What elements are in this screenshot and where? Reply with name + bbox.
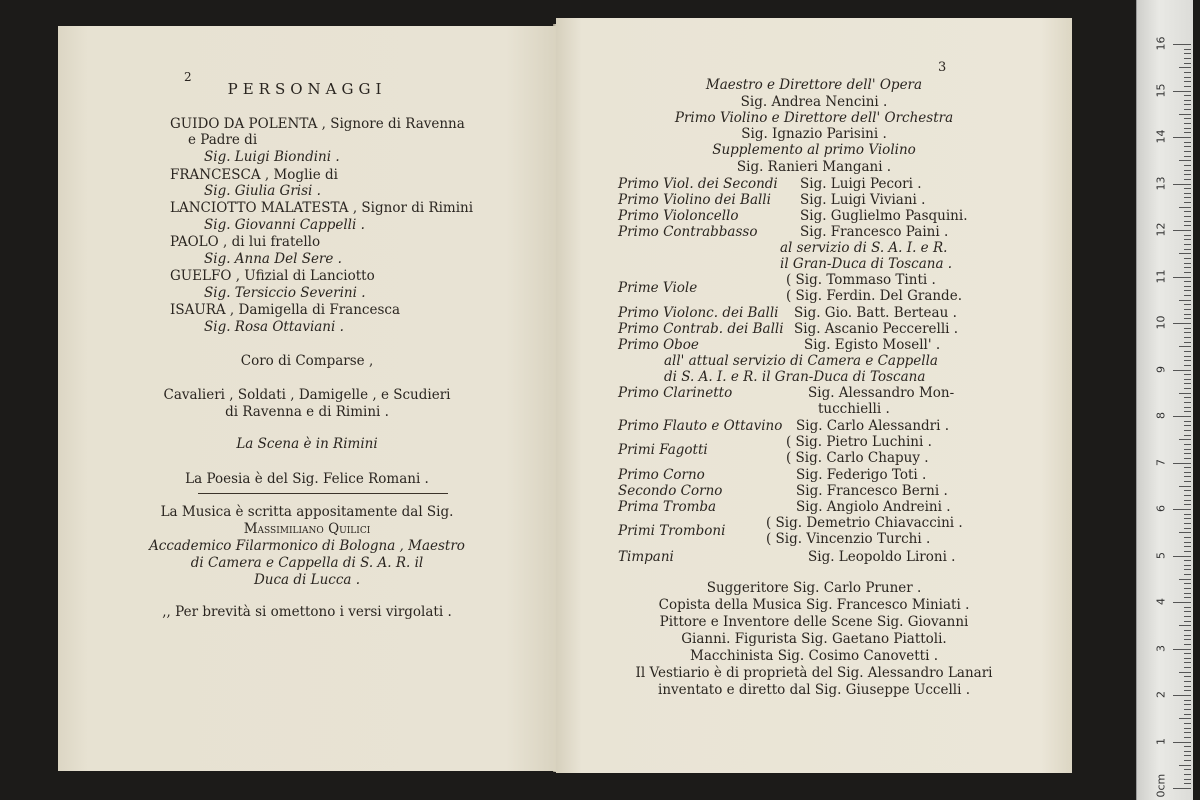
ruler-minor-tick (1179, 625, 1191, 626)
ruler-minor-tick (1179, 207, 1191, 208)
orchestra-name: Sig. Egisto Mosell' . (804, 337, 941, 353)
servizio-line: il Gran-Duca di Toscana . (780, 256, 953, 272)
ruler-tick (1173, 509, 1191, 510)
ruler-minor-tick (1184, 686, 1191, 687)
ruler-minor-tick (1184, 272, 1191, 273)
orchestra-name: Sig. Federigo Toti . (796, 467, 927, 483)
page-number: 3 (938, 60, 947, 75)
ruler-minor-tick (1184, 146, 1191, 147)
ruler-tick (1173, 277, 1191, 278)
orchestra-role: Prima Tromba (618, 499, 717, 515)
orchestra-name: ( Sig. Vincenzio Turchi . (766, 531, 931, 547)
ruler-minor-tick (1184, 728, 1191, 729)
ruler-minor-tick (1184, 523, 1191, 524)
measuring-ruler (1136, 0, 1193, 800)
ruler-minor-tick (1184, 337, 1191, 338)
ruler-minor-tick (1184, 495, 1191, 496)
ruler-minor-tick (1184, 658, 1191, 659)
ruler-minor-tick (1184, 514, 1191, 515)
musica-line: Duca di Lucca . (253, 572, 361, 588)
orchestra-role: Timpani (618, 549, 674, 565)
ruler-label: 4 (1154, 598, 1168, 605)
ruler-minor-tick (1184, 611, 1191, 612)
ruler-minor-tick (1184, 588, 1191, 589)
ruler-tick (1173, 556, 1191, 557)
orchestra-name: ( Sig. Ferdin. Del Grande. (786, 288, 962, 304)
ruler-minor-tick (1184, 388, 1191, 389)
ruler-minor-tick (1184, 458, 1191, 459)
orchestra-role: Primo Flauto e Ottavino (618, 418, 783, 434)
ruler-label: 7 (1154, 458, 1168, 466)
ruler-tick (1173, 602, 1191, 603)
ruler-minor-tick (1184, 597, 1191, 598)
ruler-minor-tick (1184, 760, 1191, 761)
ruler-minor-tick (1184, 58, 1191, 59)
footer-credit: Pittore e Inventore delle Scene Sig. Giovanni (659, 614, 969, 630)
right-page (556, 18, 1072, 773)
ruler-minor-tick (1179, 253, 1191, 254)
orchestra-name: Sig. Leopoldo Lironi . (808, 549, 956, 565)
cast-role: GUELFO , Ufizial di Lanciotto (170, 268, 375, 284)
ruler-minor-tick (1179, 393, 1191, 394)
ruler-tick (1173, 463, 1191, 464)
cast-singer: Sig. Tersiccio Severini . (204, 285, 366, 301)
ruler-minor-tick (1184, 560, 1191, 561)
ruler-minor-tick (1184, 779, 1191, 780)
ruler-label: 12 (1154, 222, 1168, 237)
musica-line: Accademico Filarmonico di Bologna , Maestro (149, 538, 465, 554)
cast-role: ISAURA , Damigella di Francesca (170, 302, 400, 318)
orchestra-name: Sig. Carlo Alessandri . (796, 418, 950, 434)
orchestra-name: Sig. Guglielmo Pasquini. (800, 208, 968, 224)
ruler-tick (1173, 91, 1191, 92)
credit-line: Sig. Ranieri Mangani . (736, 159, 892, 175)
ruler-minor-tick (1184, 676, 1191, 677)
ruler-minor-tick (1184, 704, 1191, 705)
ruler-minor-tick (1184, 700, 1191, 701)
ruler-minor-tick (1184, 360, 1191, 361)
ruler-minor-tick (1184, 467, 1191, 468)
ruler-minor-tick (1184, 170, 1191, 171)
ruler-minor-tick (1184, 86, 1191, 87)
ruler-minor-tick (1184, 425, 1191, 426)
ruler-minor-tick (1184, 267, 1191, 268)
orchestra-name: Sig. Ascanio Peccerelli . (794, 321, 959, 337)
orchestra-role: Primi Tromboni (618, 523, 726, 539)
credit-line: Maestro e Direttore dell' Opera (705, 77, 923, 93)
ruler-tick (1173, 137, 1191, 138)
ruler-minor-tick (1184, 681, 1191, 682)
orchestra-role: Primo Contrab. dei Balli (618, 321, 784, 337)
orchestra-name: ( Sig. Demetrio Chiavaccini . (766, 515, 963, 531)
ruler-minor-tick (1184, 737, 1191, 738)
ruler-minor-tick (1184, 81, 1191, 82)
ruler-minor-tick (1184, 235, 1191, 236)
orchestra-role: Primo Contrabbasso (618, 224, 758, 240)
ruler-tick (1173, 788, 1191, 789)
orchestra-name: Sig. Francesco Berni . (796, 483, 948, 499)
ruler-minor-tick (1179, 346, 1191, 347)
credit-line: Supplemento al primo Violino (712, 142, 916, 158)
ruler-minor-tick (1184, 383, 1191, 384)
ruler-minor-tick (1184, 774, 1191, 775)
ruler-tick (1173, 370, 1191, 371)
ruler-minor-tick (1184, 53, 1191, 54)
ruler-minor-tick (1184, 109, 1191, 110)
orchestra-role: Primo Violino dei Balli (618, 192, 771, 208)
ruler-minor-tick (1184, 690, 1191, 691)
ruler-minor-tick (1179, 532, 1191, 533)
ruler-minor-tick (1184, 714, 1191, 715)
ruler-minor-tick (1179, 672, 1191, 673)
cast-singer: Sig. Giovanni Cappelli . (204, 217, 365, 233)
cavalieri-line: Cavalieri , Soldati , Damigelle , e Scudieri (163, 387, 451, 403)
coro-line: Coro di Comparse , (240, 353, 374, 369)
cast-role-cont: e Padre di (188, 132, 258, 148)
ruler-minor-tick (1179, 486, 1191, 487)
ruler-label: 1 (1154, 737, 1168, 745)
ruler-minor-tick (1184, 286, 1191, 287)
musica-line: La Musica è scritta appositamente dal Sig. (160, 504, 454, 520)
ruler-minor-tick (1184, 244, 1191, 245)
ruler-minor-tick (1184, 151, 1191, 152)
ruler-minor-tick (1184, 504, 1191, 505)
ruler-label: 9 (1154, 365, 1168, 373)
ruler-minor-tick (1184, 551, 1191, 552)
servizio-line: al servizio di S. A. I. e R. (780, 240, 948, 256)
ruler-minor-tick (1184, 574, 1191, 575)
footer-credit: Copista della Musica Sig. Francesco Miniati . (658, 597, 970, 613)
ruler-minor-tick (1184, 249, 1191, 250)
scena-line: La Scena è in Rimini (236, 436, 378, 452)
page-number: 2 (184, 70, 192, 84)
ruler-minor-tick (1184, 216, 1191, 217)
ruler-tick (1173, 44, 1191, 45)
orchestra-role: Prime Viole (618, 280, 698, 296)
ruler-label: 13 (1154, 176, 1168, 190)
ruler-minor-tick (1184, 342, 1191, 343)
ruler-minor-tick (1184, 639, 1191, 640)
ruler-minor-tick (1184, 258, 1191, 259)
orchestra-role: Secondo Corno (618, 483, 723, 499)
ruler-minor-tick (1184, 351, 1191, 352)
ruler-minor-tick (1179, 439, 1191, 440)
ruler-minor-tick (1184, 449, 1191, 450)
footer-credit: inventato e diretto dal Sig. Giuseppe Uccelli . (658, 682, 970, 698)
orchestra-name: Sig. Angiolo Andreini . (796, 499, 951, 515)
ruler-minor-tick (1184, 318, 1191, 319)
orchestra-name: Sig. Gio. Batt. Berteau . (794, 305, 957, 321)
footer-credit: Il Vestiario è di proprietà del Sig. Alessandro Lanari (635, 665, 993, 681)
orchestra-name: ( Sig. Carlo Chapuy . (786, 450, 929, 466)
composer-name: Massimiliano Quilici (243, 521, 371, 537)
footer-credit: Macchinista Sig. Cosimo Canovetti . (690, 648, 938, 664)
ruler-minor-tick (1184, 537, 1191, 538)
cast-singer: Sig. Rosa Ottaviani . (204, 319, 344, 335)
ruler-minor-tick (1179, 114, 1191, 115)
ruler-minor-tick (1184, 653, 1191, 654)
ruler-minor-tick (1184, 49, 1191, 50)
ruler-minor-tick (1184, 411, 1191, 412)
ruler-label: 5 (1154, 551, 1168, 559)
ruler-tick (1173, 416, 1191, 417)
ruler-minor-tick (1184, 528, 1191, 529)
ruler-minor-tick (1184, 435, 1191, 436)
ruler-minor-tick (1184, 472, 1191, 473)
ruler-minor-tick (1184, 402, 1191, 403)
ruler-minor-tick (1184, 407, 1191, 408)
ruler-label: 0cm (1154, 773, 1168, 798)
ruler-minor-tick (1184, 132, 1191, 133)
ruler-minor-tick (1184, 295, 1191, 296)
orchestra-name: Sig. Francesco Paini . (800, 224, 949, 240)
credit-line: Primo Violino e Direttore dell' Orchestra (674, 110, 954, 126)
ruler-minor-tick (1184, 751, 1191, 752)
orchestra-role: Primo Oboe (618, 337, 699, 353)
ruler-minor-tick (1184, 328, 1191, 329)
ruler-minor-tick (1184, 165, 1191, 166)
ruler-minor-tick (1184, 723, 1191, 724)
ruler-minor-tick (1184, 430, 1191, 431)
ruler-tick (1173, 742, 1191, 743)
ruler-minor-tick (1184, 616, 1191, 617)
ruler-minor-tick (1179, 300, 1191, 301)
ruler-minor-tick (1184, 179, 1191, 180)
ruler-label: 3 (1154, 644, 1168, 652)
orchestra-role: Primo Violonc. dei Balli (618, 305, 779, 321)
footer-credit: Suggeritore Sig. Carlo Pruner . (706, 580, 922, 596)
ruler-minor-tick (1184, 518, 1191, 519)
ruler-minor-tick (1184, 444, 1191, 445)
musica-line: di Camera e Cappella di S. A. R. il (190, 555, 424, 571)
ruler-minor-tick (1184, 546, 1191, 547)
ruler-minor-tick (1184, 123, 1191, 124)
cast-role: FRANCESCA , Moglie di (170, 167, 338, 183)
footer-credit: Gianni. Figurista Sig. Gaetano Piattoli. (681, 631, 947, 647)
ruler-minor-tick (1184, 188, 1191, 189)
ruler-minor-tick (1184, 221, 1191, 222)
cast-role: LANCIOTTO MALATESTA , Signor di Rimini (170, 200, 474, 216)
ruler-minor-tick (1184, 202, 1191, 203)
ruler-minor-tick (1184, 593, 1191, 594)
ruler-minor-tick (1184, 662, 1191, 663)
divider-rule (198, 493, 448, 494)
ruler-minor-tick (1184, 156, 1191, 157)
ruler-minor-tick (1184, 453, 1191, 454)
ruler-minor-tick (1184, 732, 1191, 733)
ruler-minor-tick (1184, 621, 1191, 622)
ruler-minor-tick (1184, 421, 1191, 422)
ruler-tick (1173, 230, 1191, 231)
ruler-minor-tick (1184, 281, 1191, 282)
ruler-minor-tick (1184, 565, 1191, 566)
ruler-minor-tick (1179, 718, 1191, 719)
poesia-line: La Poesia è del Sig. Felice Romani . (185, 471, 429, 487)
ruler-label: 2 (1154, 691, 1168, 698)
ruler-minor-tick (1184, 481, 1191, 482)
orchestra-name: Sig. Alessandro Mon- (808, 385, 955, 401)
servizio-line: di S. A. I. e R. il Gran-Duca di Toscana (664, 369, 926, 385)
cast-singer: Sig. Luigi Biondini . (204, 149, 340, 165)
ruler-minor-tick (1184, 263, 1191, 264)
ruler-minor-tick (1184, 197, 1191, 198)
ruler-minor-tick (1184, 225, 1191, 226)
ruler-minor-tick (1184, 239, 1191, 240)
orchestra-role: Primi Fagotti (618, 442, 708, 458)
orchestra-role: Primo Violoncello (618, 208, 739, 224)
credit-line: Sig. Andrea Nencini . (740, 94, 888, 110)
ruler-minor-tick (1184, 635, 1191, 636)
ruler-minor-tick (1179, 160, 1191, 161)
ruler-minor-tick (1184, 128, 1191, 129)
ruler-tick (1173, 649, 1191, 650)
ruler-minor-tick (1184, 77, 1191, 78)
ruler-minor-tick (1184, 476, 1191, 477)
ruler-label: 10 (1154, 315, 1168, 330)
ruler-minor-tick (1184, 309, 1191, 310)
ruler-label: 6 (1154, 505, 1168, 512)
ruler-minor-tick (1184, 304, 1191, 305)
orchestra-name: tucchielli . (818, 401, 890, 417)
ruler-minor-tick (1184, 356, 1191, 357)
ruler-tick (1173, 695, 1191, 696)
ruler-label: 8 (1154, 412, 1168, 419)
ruler-minor-tick (1184, 100, 1191, 101)
ruler-minor-tick (1184, 314, 1191, 315)
ruler-minor-tick (1184, 542, 1191, 543)
ruler-minor-tick (1184, 290, 1191, 291)
ruler-label: 14 (1154, 129, 1168, 144)
ruler-tick (1173, 184, 1191, 185)
left-page (58, 26, 556, 771)
ruler-label: 11 (1154, 269, 1168, 283)
cast-singer: Sig. Giulia Grisi . (204, 183, 321, 199)
ruler-minor-tick (1184, 709, 1191, 710)
ruler-minor-tick (1184, 95, 1191, 96)
ruler-minor-tick (1184, 397, 1191, 398)
ruler-minor-tick (1184, 104, 1191, 105)
ruler-minor-tick (1184, 746, 1191, 747)
ruler-minor-tick (1184, 667, 1191, 668)
cast-singer: Sig. Anna Del Sere . (204, 251, 342, 267)
ruler-tick (1173, 323, 1191, 324)
ruler-minor-tick (1184, 118, 1191, 119)
orchestra-name: ( Sig. Pietro Luchini . (786, 434, 932, 450)
ruler-minor-tick (1184, 365, 1191, 366)
ruler-minor-tick (1184, 607, 1191, 608)
ruler-minor-tick (1184, 783, 1191, 784)
ruler-minor-tick (1184, 142, 1191, 143)
orchestra-name: Sig. Luigi Pecori . (800, 176, 922, 192)
personaggi-heading: PERSONAGGI (227, 80, 387, 98)
cast-role: GUIDO DA POLENTA , Signore di Ravenna (170, 116, 465, 132)
cavalieri-line: di Ravenna e di Rimini . (225, 404, 389, 420)
ruler-minor-tick (1184, 569, 1191, 570)
ruler-minor-tick (1179, 67, 1191, 68)
ruler-minor-tick (1184, 644, 1191, 645)
ruler-minor-tick (1184, 630, 1191, 631)
ruler-minor-tick (1184, 193, 1191, 194)
servizio-line: all' attual servizio di Camera e Cappella (664, 353, 938, 369)
ruler-minor-tick (1179, 579, 1191, 580)
orchestra-name: Sig. Luigi Viviani . (800, 192, 926, 208)
ruler-minor-tick (1184, 379, 1191, 380)
ruler-label: 15 (1154, 83, 1168, 97)
ruler-minor-tick (1184, 583, 1191, 584)
ruler-minor-tick (1184, 769, 1191, 770)
credit-line: Sig. Ignazio Parisini . (741, 126, 887, 142)
orchestra-role: Primo Corno (618, 467, 705, 483)
ruler-minor-tick (1184, 490, 1191, 491)
ruler-label: 16 (1154, 36, 1168, 51)
ruler-minor-tick (1184, 63, 1191, 64)
ruler-minor-tick (1184, 374, 1191, 375)
ruler-minor-tick (1184, 500, 1191, 501)
orchestra-role: Primo Viol. dei Secondi (618, 176, 778, 192)
ruler-minor-tick (1184, 211, 1191, 212)
cast-role: PAOLO , di lui fratello (170, 234, 321, 250)
ruler-minor-tick (1184, 72, 1191, 73)
note-line: ,, Per brevità si omettono i versi virgolati . (162, 604, 452, 620)
ruler-minor-tick (1184, 174, 1191, 175)
ruler-minor-tick (1184, 332, 1191, 333)
ruler-minor-tick (1184, 755, 1191, 756)
ruler-minor-tick (1179, 765, 1191, 766)
orchestra-role: Primo Clarinetto (618, 385, 733, 401)
orchestra-name: ( Sig. Tommaso Tinti . (786, 272, 936, 288)
